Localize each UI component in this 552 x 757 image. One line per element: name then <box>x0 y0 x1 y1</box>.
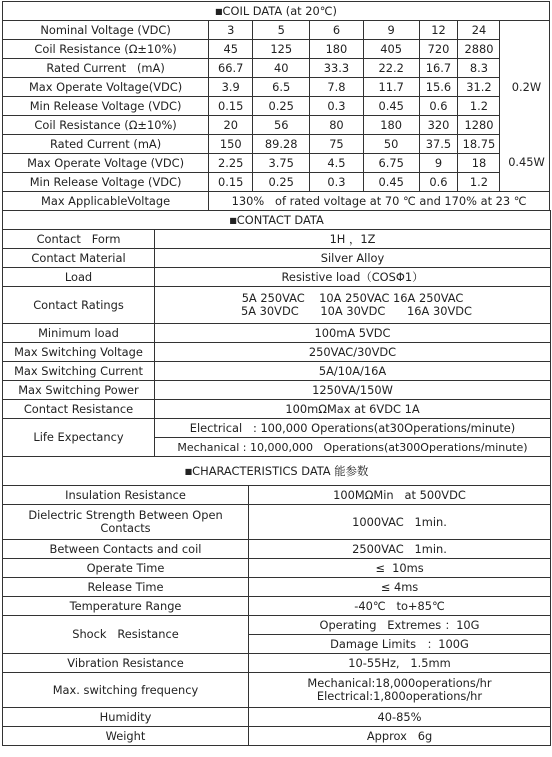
coil-header-label: Nominal Voltage (VDC) <box>3 21 209 40</box>
coil-row <box>3 97 550 116</box>
life-mechanical-value: Mechanical : 10,000,000 Operations(at300Operations/minute) <box>155 438 551 457</box>
coil-cell: 0.25 <box>253 173 310 192</box>
coil-cell: 20 <box>209 116 253 135</box>
max-switching-current-row <box>3 362 551 381</box>
coil-header-value: 3 <box>209 21 253 40</box>
operate-time-row <box>3 559 551 578</box>
insulation-resistance-row <box>3 486 551 505</box>
contact-ratings-line: 5A 250VAC 10A 250VAC 16A 250VAC <box>241 291 464 305</box>
load-value: Resistive load（COSΦ1） <box>155 268 551 287</box>
coil-cell: 15.6 <box>419 78 458 97</box>
release-time-value: ≤ 4ms <box>249 578 551 597</box>
contact-ratings-label: Contact Ratings <box>3 287 155 324</box>
coil-row-label: Max Operate Voltage (VDC) <box>3 154 209 173</box>
coil-cell: 31.2 <box>458 78 500 97</box>
coil-cell: 125 <box>253 40 310 59</box>
max-applicable-voltage-label: Max ApplicableVoltage <box>3 192 209 211</box>
coil-header-value: 12 <box>419 21 458 40</box>
coil-cell: 3.75 <box>253 154 310 173</box>
operate-time-label: Operate Time <box>3 559 249 578</box>
coil-row <box>3 116 550 135</box>
coil-cell: 50 <box>363 135 419 154</box>
coil-row <box>3 135 550 154</box>
dielectric-coil-row <box>3 540 551 559</box>
coil-cell: 18 <box>458 154 500 173</box>
coil-row <box>3 59 550 78</box>
coil-cell: 16.7 <box>419 59 458 78</box>
contact-resistance-value: 100mΩMax at 6VDC 1A <box>155 400 551 419</box>
coil-cell: 8.3 <box>458 59 500 78</box>
release-time-row <box>3 578 551 597</box>
coil-row-label: Min Release Voltage (VDC) <box>3 97 209 116</box>
load-label: Load <box>3 268 155 287</box>
coil-row <box>3 78 550 97</box>
coil-cell: 80 <box>310 116 364 135</box>
dielectric-coil-value: 2500VAC 1min. <box>249 540 551 559</box>
coil-cell: 89.28 <box>253 135 310 154</box>
coil-cell: 6.75 <box>363 154 419 173</box>
coil-row-label: Max Operate Voltage(VDC) <box>3 78 209 97</box>
humidity-label: Humidity <box>3 708 249 727</box>
life-expectancy-row <box>3 419 551 438</box>
coil-cell: 7.8 <box>310 78 364 97</box>
coil-row-label: Coil Resistance (Ω±10%) <box>3 116 209 135</box>
power-rating-label: 0.45W <box>508 155 545 169</box>
max-switching-power-label: Max Switching Power <box>3 381 155 400</box>
coil-row <box>3 173 550 192</box>
coil-cell: 40 <box>253 59 310 78</box>
max-switching-current-value: 5A/10A/16A <box>155 362 551 381</box>
contact-section-title: ■CONTACT DATA <box>3 211 551 230</box>
contact-data-table <box>2 210 551 457</box>
max-switching-power-value: 1250VA/150W <box>155 381 551 400</box>
contact-material-row <box>3 249 551 268</box>
contact-resistance-row <box>3 400 551 419</box>
vibration-resistance-label: Vibration Resistance <box>3 654 249 673</box>
dielectric-coil-label: Between Contacts and coil <box>3 540 249 559</box>
coil-row <box>3 154 550 173</box>
coil-cell: 180 <box>363 116 419 135</box>
coil-section-title: ■COIL DATA (at 20℃) <box>3 2 550 21</box>
max-applicable-voltage-value: 130% of rated voltage at 70 ℃ and 170% at 23 ℃ <box>209 192 550 211</box>
weight-value: Approx 6g <box>249 727 551 746</box>
weight-label: Weight <box>3 727 249 746</box>
shock-operating-value: Operating Extremes ：10G <box>249 616 551 635</box>
coil-cell: 0.15 <box>209 173 253 192</box>
temperature-range-row <box>3 597 551 616</box>
coil-header-value: 6 <box>310 21 364 40</box>
coil-cell: 2880 <box>458 40 500 59</box>
coil-cell: 0.3 <box>310 97 364 116</box>
coil-cell: 45 <box>209 40 253 59</box>
switching-frequency-electrical: Electrical:1,800operations/hr <box>316 689 483 703</box>
coil-row-label: Rated Current (mA) <box>3 135 209 154</box>
switching-frequency-label: Max. switching frequency <box>3 673 249 708</box>
shock-resistance-label: Shock Resistance <box>3 616 249 654</box>
contact-form-value: 1H ，1Z <box>155 230 551 249</box>
coil-cell: 150 <box>209 135 253 154</box>
coil-cell: 0.45 <box>363 173 419 192</box>
coil-cell: 1.2 <box>458 173 500 192</box>
coil-cell: 75 <box>310 135 364 154</box>
humidity-value: 40-85% <box>249 708 551 727</box>
max-switching-voltage-label: Max Switching Voltage <box>3 343 155 362</box>
coil-cell: 56 <box>253 116 310 135</box>
coil-cell: 6.5 <box>253 78 310 97</box>
coil-cell: 0.3 <box>310 173 364 192</box>
contact-resistance-label: Contact Resistance <box>3 400 155 419</box>
coil-row-label: Min Release Voltage (VDC) <box>3 173 209 192</box>
coil-cell: 1280 <box>458 116 500 135</box>
insulation-resistance-label: Insulation Resistance <box>3 486 249 505</box>
contact-ratings-row <box>3 287 551 324</box>
characteristics-data-table <box>2 456 551 746</box>
operate-time-value: ≤ 10ms <box>249 559 551 578</box>
coil-cell: 4.5 <box>310 154 364 173</box>
coil-header-value: 24 <box>458 21 500 40</box>
vibration-resistance-row <box>3 654 551 673</box>
coil-cell: 22.2 <box>363 59 419 78</box>
characteristics-section-title: ■CHARACTERISTICS DATA 能参数 <box>3 457 551 486</box>
coil-header-value: 9 <box>363 21 419 40</box>
weight-row <box>3 727 551 746</box>
coil-cell: 0.15 <box>209 97 253 116</box>
switching-frequency-row <box>3 673 551 708</box>
contact-form-row <box>3 230 551 249</box>
max-switching-power-row <box>3 381 551 400</box>
coil-cell: 320 <box>419 116 458 135</box>
dielectric-open-label: Dielectric Strength Between Open Contacts <box>3 505 249 540</box>
coil-cell: 2.25 <box>209 154 253 173</box>
coil-cell: 33.3 <box>310 59 364 78</box>
coil-cell: 66.7 <box>209 59 253 78</box>
coil-cell: 1.2 <box>458 97 500 116</box>
coil-cell: 405 <box>363 40 419 59</box>
switching-frequency-value <box>249 673 551 708</box>
coil-row-label: Coil Resistance (Ω±10%) <box>3 40 209 59</box>
coil-header-value: 5 <box>253 21 310 40</box>
contact-ratings-line: 5A 30VDC 10A 30VDC 16A 30VDC <box>241 304 472 318</box>
dielectric-open-row <box>3 505 551 540</box>
coil-cell: 0.6 <box>419 97 458 116</box>
minimum-load-label: Minimum load <box>3 324 155 343</box>
coil-cell: 0.25 <box>253 97 310 116</box>
contact-material-label: Contact Material <box>3 249 155 268</box>
contact-ratings-value <box>155 287 551 324</box>
max-switching-voltage-value: 250VAC/30VDC <box>155 343 551 362</box>
contact-form-label: Contact Form <box>3 230 155 249</box>
max-switching-current-label: Max Switching Current <box>3 362 155 381</box>
vibration-resistance-value: 10-55Hz, 1.5mm <box>249 654 551 673</box>
release-time-label: Release Time <box>3 578 249 597</box>
life-electrical-value: Electrical : 100,000 Operations(at30Operations/minute) <box>155 419 551 438</box>
max-applicable-voltage-row <box>3 192 550 211</box>
coil-cell: 180 <box>310 40 364 59</box>
coil-cell: 0.6 <box>419 173 458 192</box>
contact-material-value: Silver Alloy <box>155 249 551 268</box>
relay-spec-sheet <box>2 1 550 746</box>
coil-cell: 9 <box>419 154 458 173</box>
shock-resistance-row <box>3 616 551 635</box>
coil-cell: 37.5 <box>419 135 458 154</box>
coil-cell: 720 <box>419 40 458 59</box>
coil-row <box>3 40 550 59</box>
load-row <box>3 268 551 287</box>
max-switching-voltage-row <box>3 343 551 362</box>
coil-cell: 3.9 <box>209 78 253 97</box>
life-expectancy-label: Life Expectancy <box>3 419 155 457</box>
temperature-range-value: -40℃ to+85℃ <box>249 597 551 616</box>
dielectric-open-value: 1000VAC 1min. <box>249 505 551 540</box>
humidity-row <box>3 708 551 727</box>
coil-cell: 11.7 <box>363 78 419 97</box>
minimum-load-row <box>3 324 551 343</box>
coil-cell: 0.45 <box>363 97 419 116</box>
coil-cell: 18.75 <box>458 135 500 154</box>
coil-data-table <box>2 1 550 211</box>
coil-row-label: Rated Current (mA) <box>3 59 209 78</box>
power-rating-label: 0.2W <box>511 80 542 94</box>
insulation-resistance-value: 100MΩMin at 500VDC <box>249 486 551 505</box>
minimum-load-value: 100mA 5VDC <box>155 324 551 343</box>
coil-header-row <box>3 21 550 40</box>
temperature-range-label: Temperature Range <box>3 597 249 616</box>
switching-frequency-mechanical: Mechanical:18,000operations/hr <box>307 676 492 690</box>
shock-damage-value: Damage Limits ：100G <box>249 635 551 654</box>
